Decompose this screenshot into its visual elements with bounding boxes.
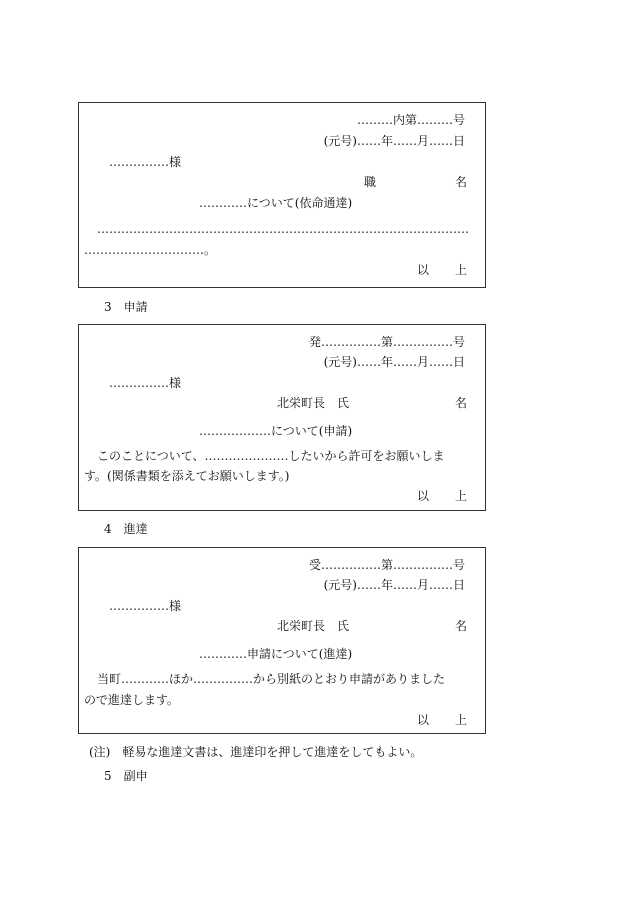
body-line: ………………………………………………………………………………… xyxy=(97,222,469,236)
body-line: 当町…………ほか……………から別紙のとおり申請がありました xyxy=(97,672,446,686)
body-line: す。(関係書類を添えてお願いします。) xyxy=(84,469,290,483)
form-box-1 xyxy=(78,102,486,288)
addressee: ……………様 xyxy=(109,155,182,169)
document-number: 受……………第……………号 xyxy=(308,558,465,572)
form-box-3 xyxy=(78,547,486,734)
closing-jo: 上 xyxy=(455,713,468,727)
body-line: このことについて、…………………したいから許可をお願いしま xyxy=(97,449,445,463)
section-heading-4: 4 進達 xyxy=(104,522,148,536)
closing-i: 以 xyxy=(417,263,430,277)
sender-title: 北栄町長 氏 xyxy=(277,619,350,633)
sender-name: 名 xyxy=(455,396,468,410)
subject-line: …………申請について(進達) xyxy=(199,647,353,661)
form-box-2 xyxy=(78,324,486,511)
addressee: ……………様 xyxy=(109,599,182,613)
subject-line: …………について(依命通達) xyxy=(199,196,353,210)
document-date: (元号)……年……月……日 xyxy=(323,134,465,148)
closing-i: 以 xyxy=(417,489,430,503)
sender-title: 職 xyxy=(364,175,377,189)
document-number: ………内第………号 xyxy=(356,113,465,127)
closing-jo: 上 xyxy=(455,489,468,503)
sender-name: 名 xyxy=(455,619,468,633)
section-heading-3: 3 申請 xyxy=(104,300,148,314)
document-number: 発……………第……………号 xyxy=(308,335,465,349)
document-date: (元号)……年……月……日 xyxy=(323,355,465,369)
closing-jo: 上 xyxy=(455,263,468,277)
sender-title: 北栄町長 氏 xyxy=(277,396,350,410)
closing-i: 以 xyxy=(417,713,430,727)
subject-line: ………………について(申請) xyxy=(199,424,353,438)
sender-name: 名 xyxy=(455,175,468,189)
section-heading-5: 5 副申 xyxy=(104,769,148,783)
body-line: …………………………。 xyxy=(84,243,217,257)
body-line: ので進達します。 xyxy=(84,693,180,707)
note-text: (注) 軽易な進達文書は、進達印を押して進達をしてもよい。 xyxy=(89,745,423,759)
addressee: ……………様 xyxy=(109,376,182,390)
document-date: (元号)……年……月……日 xyxy=(323,578,465,592)
